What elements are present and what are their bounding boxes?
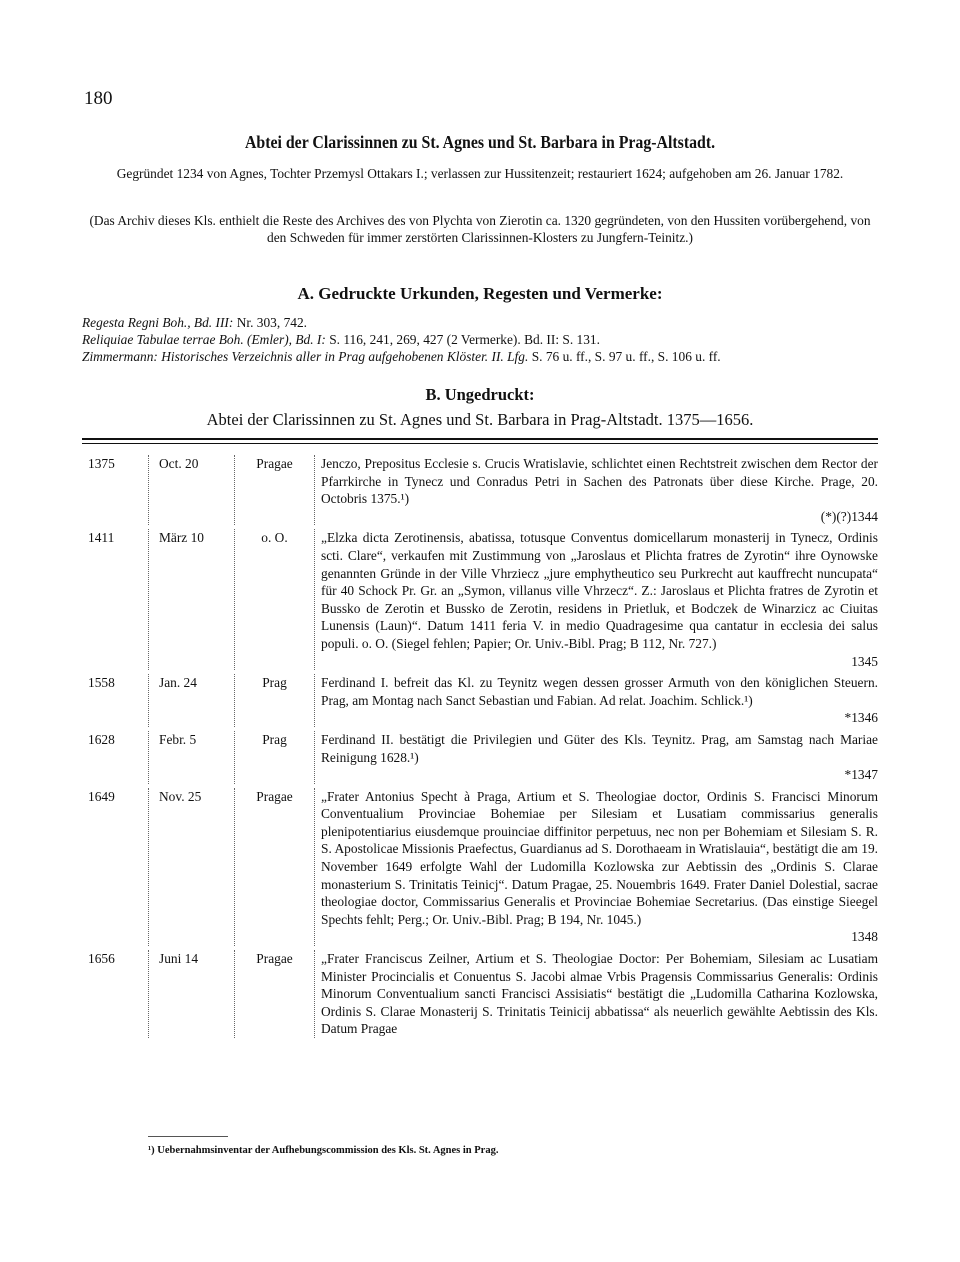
printed-references [82, 314, 878, 365]
table-row [82, 731, 878, 784]
founding-note: Gegründet 1234 von Agnes, Tochter Przemysl Ottakars I.; verlassen zur Hussitenzeit; restauriert 1624; aufgehoben am 26. Januar 1782. [116, 166, 844, 181]
entry-text: Jenczo, Prepositus Ecclesie s. Crucis Wratislavie, schlichtet einen Rechtstreit zwischen dem Rector der Pfarrkirche in Tynecz und Conradus Petri in Sachen des Patronats über diese Kirche. Prage, 20. Octobris 1375.¹) [321, 456, 878, 507]
entry-place: Prag [234, 674, 314, 727]
entry-text-block [314, 529, 878, 670]
entry-number: (*)(?)1344 [820, 508, 878, 524]
entry-date: Jan. 24 [148, 674, 234, 727]
entry-place: o. O. [234, 529, 314, 670]
entry-year: 1558 [88, 675, 115, 691]
entry-year: 1411 [88, 530, 115, 546]
reference-detail: Nr. 303, 742. [236, 315, 308, 330]
page-title: Abtei der Clarissinnen zu St. Agnes und St. Barbara in Prag-Altstadt. [244, 132, 716, 152]
entry-number: *1347 [844, 767, 878, 783]
entry-text-block [314, 950, 878, 1038]
entry-text: „Frater Franciscus Zeilner, Artium et S. Theologiae Doctor: Per Bohemiam, Silesiam ac Lusatiam Minister Procincialis et Conuentus S. Jacobi almae Vrbis Pragensis Commissarius Generalis: Ordinis Minorum Conventualium sancti Francisci Assisiatis“ bestätigt die „Ludomilla Catharina Kozlowska, Ordinis S. Clarae Monasterij S. Trinitatis Teinicij abbatissa“ als neuerlich gewählte Aebtissin des Kls. Datum Pragae [321, 951, 878, 1037]
entry-text: Ferdinand I. befreit das Kl. zu Teynitz wegen dessen grosser Armuth von den königlichen Steuern. Prag, am Montag nach Sanct Sebastian und Fabian. Ad relat. Joachim. Schlick.¹) [321, 675, 878, 708]
entry-place: Pragae [234, 455, 314, 525]
section-b-subtitle: Abtei der Clarissinnen zu St. Agnes und St. Barbara in Prag-Altstadt. 1375—1656. [206, 410, 754, 429]
entry-place: Pragae [234, 950, 314, 1038]
entry-text-block [314, 788, 878, 946]
entry-text-block [314, 731, 878, 784]
entry-text-block [314, 455, 878, 525]
entry-year: 1656 [88, 951, 115, 967]
entry-date: Nov. 25 [148, 788, 234, 946]
entry-number: *1346 [844, 710, 878, 726]
entry-date: März 10 [148, 529, 234, 670]
archive-note: (Das Archiv dieses Kls. enthielt die Reste des Archives des von Plychta von Zierotin ca. 1320 gegründeten, von den Hussiten vorübergehend, von den Schweden für immer zerstörten Clarissinnen-Klosters zu Jungfern-Teinitz.) [89, 213, 871, 245]
table-row [82, 674, 878, 727]
entry-date: Oct. 20 [148, 455, 234, 525]
table-row [82, 788, 878, 946]
reference-item [82, 348, 878, 365]
entry-date: Juni 14 [148, 950, 234, 1038]
table-top-rule-thin [82, 443, 878, 444]
reference-detail: S. 116, 241, 269, 427 (2 Vermerke). Bd. II: S. 131. [329, 332, 600, 347]
footnote: ¹) Uebernahmsinventar der Aufhebungscommission des Kls. St. Agnes in Prag. [148, 1145, 499, 1156]
reference-source: Zimmermann: Historisches Verzeichnis aller in Prag aufgehobenen Klöster. II. Lfg. [82, 349, 529, 364]
entry-number: 1345 [851, 653, 878, 669]
reference-item [82, 331, 878, 348]
table-row [82, 455, 878, 525]
section-b-heading: B. Ungedruckt: [425, 385, 535, 404]
reference-item [82, 314, 878, 331]
reference-source: Regesta Regni Boh., Bd. III: [82, 315, 234, 330]
table-row [82, 950, 878, 1038]
entry-year: 1649 [88, 788, 115, 804]
table-row [82, 529, 878, 670]
reference-detail: S. 76 u. ff., S. 97 u. ff., S. 106 u. ff. [531, 349, 721, 364]
entry-text-block [314, 674, 878, 727]
entry-text: „Elzka dicta Zerotinensis, abatissa, totusque Conventus domicellarum monasterij in Tynecz, Ordinis scti. Clare“, verkaufen mit Zustimmung von „Jaroslaus et Plichta fratres de Zyrotin“ ihre Oynowske genannten Gründe in der Ville Vhrziecz „jure emphytheutico seu Purkrecht aut kauffrecht nuncupata“ für 40 Schock Pr. Gr. an „Symon, villanus ville Vhrzecz“. Z.: Jaroslaus et Plichta fratres de Zyrotin et Bussko de Zerotin et Bussko de Zerotin, residens in Prietluk, et Bodczek de Winarzicz ac Ciuitas Lunensis (Laun)“. Datum 1411 feria V. in medio Quadragesime qua cantatur in ecclesia dei salus populi. o. O. (Siegel fehlen; Papier; Or. Univ.-Bibl. Prag; B 112, Nr. 727.) [321, 530, 878, 651]
section-a-heading: A. Gedruckte Urkunden, Regesten und Vermerke: [297, 284, 663, 303]
page-number: 180 [84, 88, 113, 109]
entry-place: Prag [234, 731, 314, 784]
reference-source: Reliquiae Tabulae terrae Boh. (Emler), Bd. I: [82, 332, 326, 347]
footnote-rule [148, 1136, 228, 1137]
entry-text: Ferdinand II. bestätigt die Privilegien und Güter des Kls. Teynitz. Prag, am Samstag nach Mariae Reinigung 1628.¹) [321, 731, 878, 765]
entries-table [82, 455, 878, 1038]
entry-year: 1375 [88, 456, 115, 471]
entry-number: 1348 [851, 929, 878, 945]
table-top-rule [82, 438, 878, 440]
entry-text: „Frater Antonius Specht à Praga, Artium et S. Theologiae doctor, Ordinis S. Francisci Minorum Conventualium Provinciae Bohemiae per Silesiam et Lusatiam commissarius generalis plenipotentiarius eiusdemque prouinciae diffinitor perpetuus, nec non per Bohemiam et Silesiam S. R. S. Apostolicae Missionis Praefectus, Guardianus ad S. Dorothaeam in Wratislauia“, bestätigt die am 19. November 1649 erfolgte Wahl der Ludomilla Kozlowska zur Aebtissin des „Ordinis S. Clarae monasterium S. Trinitatis Teinicj“. Datum Pragae, 25. Nouembris 1649. Frater Daniel Dolestial, sacrae theologiae doctor, Commissarius Generalis et Provinciae Bohemiae Secretarius. (Das einstige Sieegel Spechts fehlt; Perg.; Or. Univ.-Bibl. Prag; B 194, Nr. 1045.) [321, 788, 878, 927]
entry-date: Febr. 5 [148, 731, 234, 784]
entry-place: Pragae [234, 788, 314, 946]
entry-year: 1628 [88, 731, 115, 747]
